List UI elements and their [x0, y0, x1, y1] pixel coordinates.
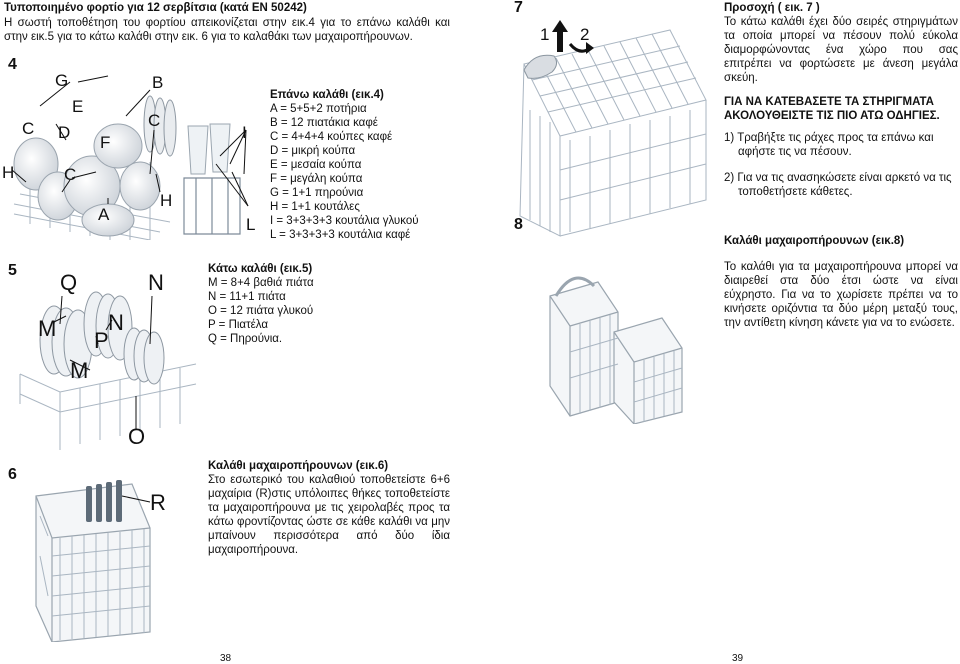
label-A: A — [98, 205, 110, 224]
arrow-label-2: 2 — [580, 25, 590, 44]
instructions-heading: ΓΙΑ ΝΑ ΚΑΤΕΒΑΣΕΤΕ ΤΑ ΣΤΗΡΙΓΜΑΤΑ ΑΚΟΛΟΥΘΕΙΣΤΕ ΤΙΣ ΠΙΟ ΑΤΩ ΟΔΗΓΙΕΣ. — [724, 96, 940, 122]
arrow-label-1: 1 — [540, 25, 550, 44]
attention-text: Το κάτω καλάθι έχει δύο σειρές στηριγμάτων τα οποία μπορεί να πέσουν πολύ εύκολα διαμορφώνοντας ένα χώρο που σας επιτρέπει να φορτώσετε με άνεση μεγάλα σκεύη. — [724, 16, 958, 84]
page-number-right: 39 — [732, 653, 744, 664]
figure-4-number: 4 — [8, 56, 17, 73]
legend-item: Q = Πηρούνια. — [208, 333, 283, 345]
label-M-1: M — [38, 316, 57, 341]
legend-item: F = μεγάλη κούπα — [270, 173, 363, 185]
legend-item: M = 8+4 βαθιά πιάτα — [208, 277, 314, 289]
label-H-2: H — [160, 191, 173, 210]
legend-item: C = 4+4+4 κούπες καφέ — [270, 131, 393, 143]
figure-4-upper-basket — [0, 54, 262, 240]
legend-item: N = 11+1 πιάτα — [208, 291, 286, 303]
attention-heading: Προσοχή ( εικ. 7 ) — [724, 2, 820, 14]
label-B: B — [152, 73, 164, 92]
label-M-2: M — [70, 358, 89, 383]
label-C-3: C — [64, 165, 77, 184]
cutlery-basket-section — [208, 459, 450, 557]
lower-basket-heading: Κάτω καλάθι (εικ.5) — [208, 263, 313, 275]
page-title: Τυποποιημένο φορτίο για 12 σερβίτσια (κατά EN 50242) — [4, 2, 307, 14]
page-number-left: 38 — [220, 653, 232, 664]
figure-7-lower-basket-supports — [510, 0, 710, 240]
label-R: R — [150, 490, 166, 515]
step-1: 1) Τραβήξτε τις ράχες προς τα επάνω και αφήστε τις να πέσουν. — [724, 132, 934, 158]
figure-7-number: 7 — [514, 0, 523, 16]
label-D: D — [58, 123, 71, 142]
figure-5-number: 5 — [8, 262, 17, 279]
label-N-2: N — [108, 310, 124, 335]
label-C-1: C — [22, 119, 35, 138]
label-G: G — [55, 71, 69, 90]
figure-6-number: 6 — [8, 466, 17, 483]
figure-8-number: 8 — [514, 216, 523, 233]
label-F: F — [100, 133, 111, 152]
label-H-1: H — [2, 163, 15, 182]
cutlery-basket-8-section — [724, 234, 958, 330]
cutlery-basket-8-heading: Καλάθι μαχαιροπήρουνων (εικ.8) — [724, 235, 905, 247]
legend-item: E = μεσαία κούπα — [270, 159, 362, 171]
legend-item: O = 12 πιάτα γλυκού — [208, 305, 314, 317]
label-O: O — [128, 424, 146, 449]
legend-item: I = 3+3+3+3 κουτάλια γλυκού — [270, 215, 419, 227]
upper-basket-heading: Επάνω καλάθι (εικ.4) — [270, 89, 384, 101]
label-I: I — [242, 123, 247, 142]
legend-item: B = 12 πιατάκια καφέ — [270, 117, 378, 129]
legend-item: L = 3+3+3+3 κουτάλια καφέ — [270, 229, 411, 241]
legend-item: H = 1+1 κουτάλες — [270, 201, 360, 213]
intro-text: Η σωστή τοποθέτηση του φορτίου απεικονίζεται στην εικ.4 για το επάνω καλάθι και στην εικ.5 για το κάτω καλάθι στην εικ. 6 για το καλαθάκι των μαχαιροπήρουνων. — [4, 17, 450, 43]
legend-item: P = Πιατέλα — [208, 319, 268, 331]
label-P: P — [94, 328, 109, 353]
legend-item: G = 1+1 πηρούνια — [270, 187, 364, 199]
legend-item: A = 5+5+2 ποτήρια — [270, 103, 367, 115]
legend-item: D = μικρή κούπα — [270, 145, 356, 157]
step-2: 2) Για να τις ανασηκώσετε είναι αρκετό να τις τοποθετήσετε κάθετες. — [724, 172, 952, 198]
upper-basket-legend — [270, 88, 470, 242]
cutlery-basket-8-text: Το καλάθι για τα μαχαιροπήρουνα μπορεί να διαιρεθεί στα δύο έτσι ώστε να είναι εύχρηστο. Για να το χωρίσετε πρέπει να το κινήσετε οριζόντια τα δύο μέρη μεταξύ τους, την αντίθετη κίνηση κάνετε για να το ενώσετε. — [724, 261, 958, 329]
cutlery-basket-heading: Καλάθι μαχαιροπήρουνων (εικ.6) — [208, 460, 389, 472]
label-N-1: N — [148, 270, 164, 295]
figure-6-cutlery-basket — [0, 456, 200, 642]
label-C-2: C — [148, 111, 161, 130]
figure-5-lower-basket — [0, 254, 200, 450]
figure-8-divisible-cutlery-basket — [510, 252, 710, 424]
label-E: E — [72, 97, 84, 116]
label-Q: Q — [60, 270, 78, 295]
attention-section — [724, 1, 958, 199]
cutlery-basket-text: Στο εσωτερικό του καλαθιού τοποθετείστε 6+6 μαχαίρια (R)στις υπόλοιπες θήκες τοποθετείστε τα μαχαιροπήρουνα με τις χειρολαβές προς τα κάτω φροντίζοντας ώστε σε κάθε καλάθι να μην μπαίνουν περισσότερα από δύο ίδια μαχαιροπήρουνα. — [208, 474, 450, 556]
label-L: L — [246, 215, 256, 234]
lower-basket-legend — [208, 262, 428, 346]
